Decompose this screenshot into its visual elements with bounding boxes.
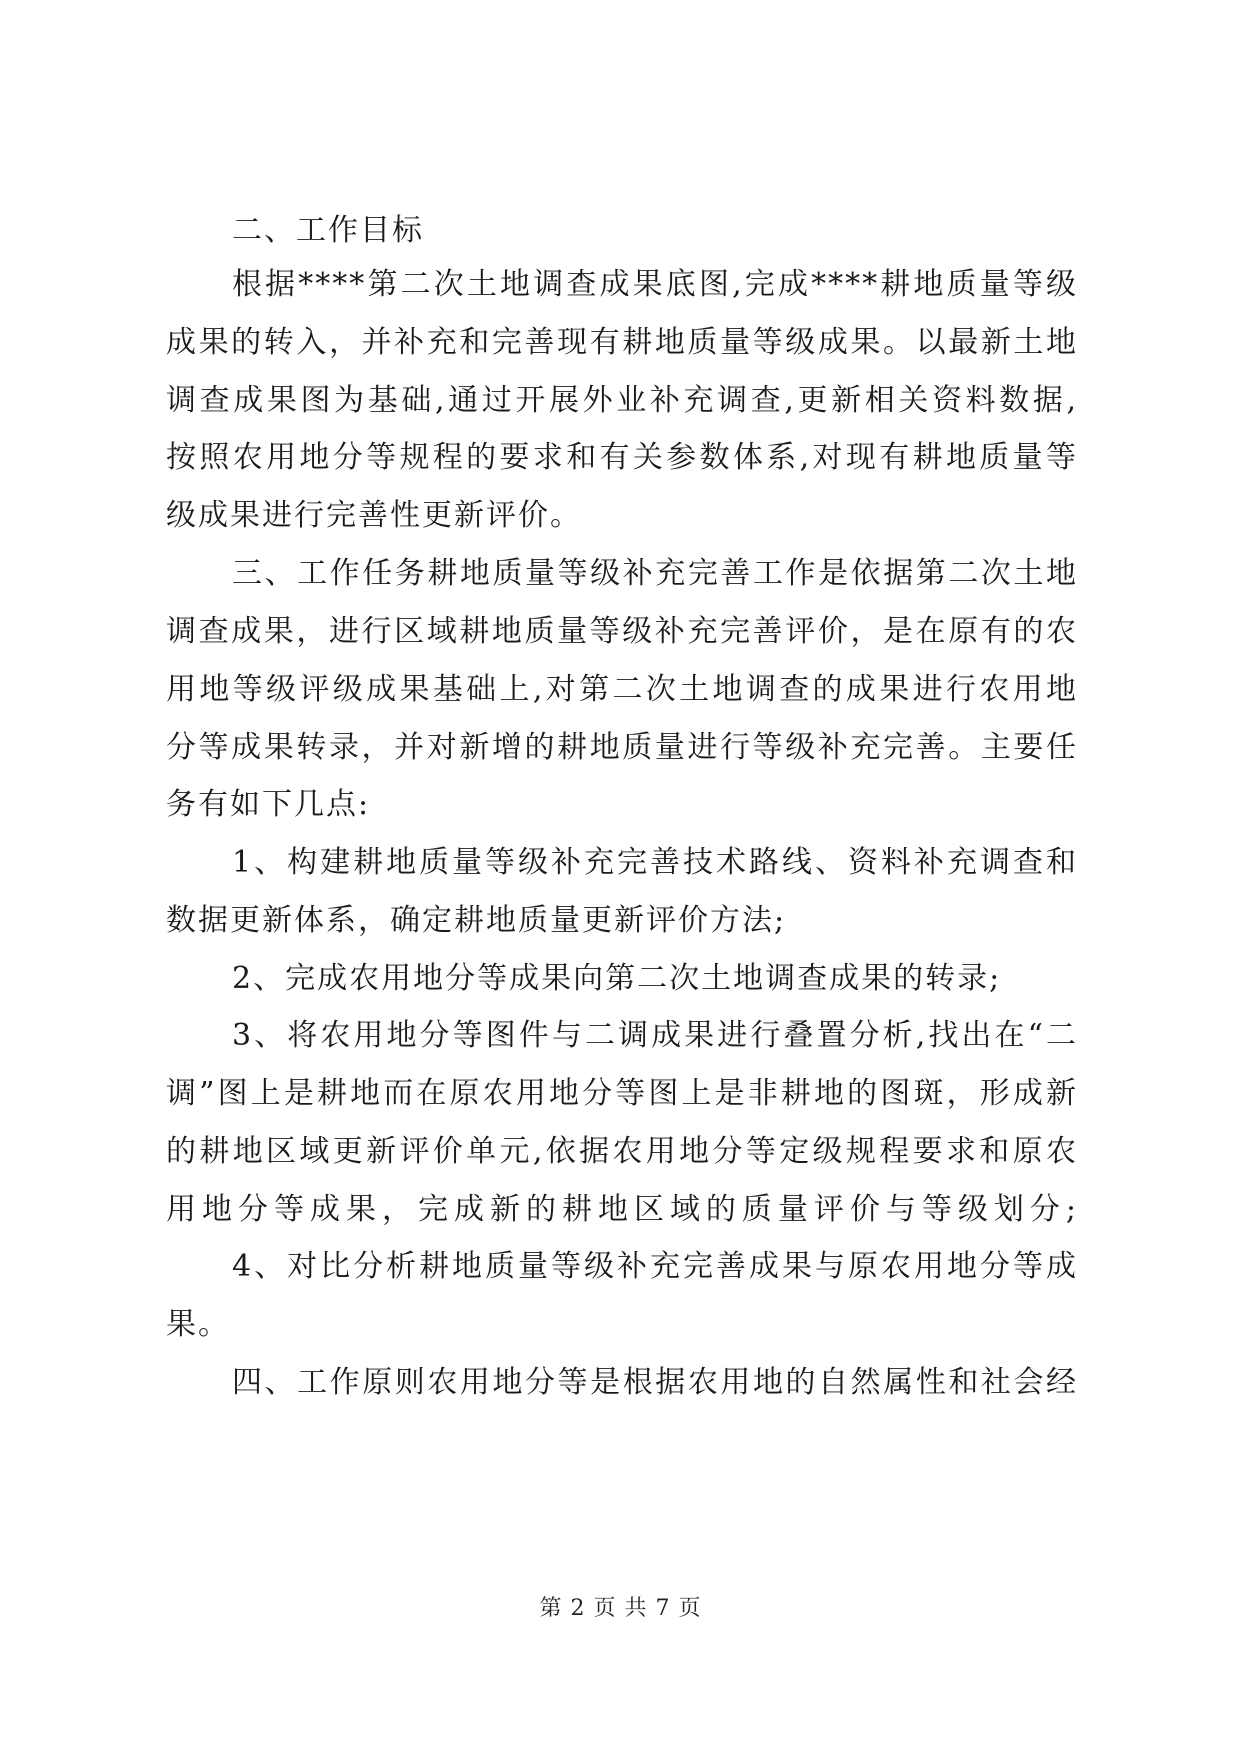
paragraph-line: 根据****第二次土地调查成果底图,完成****耕地质量等级 bbox=[232, 267, 1078, 302]
section-heading-goals: 二、工作目标 bbox=[232, 213, 424, 248]
paragraph-line: 成果的转入，并补充和完善现有耕地质量等级成果。以最新土地 bbox=[166, 325, 1078, 360]
paragraph-line: 的耕地区域更新评价单元,依据农用地分等定级规程要求和原农 bbox=[166, 1134, 1078, 1169]
paragraph-line: 务有如下几点: bbox=[166, 787, 371, 822]
paragraph-line: 数据更新体系，确定耕地质量更新评价方法; bbox=[166, 903, 787, 938]
paragraph-line: 按照农用地分等规程的要求和有关参数体系,对现有耕地质量等 bbox=[166, 440, 1078, 475]
paragraph-line: 调查成果，进行区域耕地质量等级补充完善评价，是在原有的农 bbox=[166, 614, 1078, 649]
section-heading-tasks: 三、工作任务耕地质量等级补充完善工作是依据第二次土地 bbox=[232, 556, 1078, 591]
section-heading-principles: 四、工作原则农用地分等是根据农用地的自然属性和社会经 bbox=[232, 1365, 1078, 1400]
list-item-2: 2、完成农用地分等成果向第二次土地调查成果的转录; bbox=[232, 961, 1002, 996]
list-item-4: 4、对比分析耕地质量等级补充完善成果与原农用地分等成 bbox=[232, 1249, 1078, 1284]
paragraph-line: 级成果进行完善性更新评价。 bbox=[166, 498, 582, 533]
paragraph-line: 用地等级评级成果基础上,对第二次土地调查的成果进行农用地 bbox=[166, 672, 1078, 707]
list-item-1: 1、构建耕地质量等级补充完善技术路线、资料补充调查和 bbox=[232, 845, 1078, 880]
paragraph-line: 用地分等成果，完成新的耕地区域的质量评价与等级划分; bbox=[166, 1192, 1078, 1227]
paragraph-line: 果。 bbox=[166, 1307, 230, 1342]
paragraph-line: 调查成果图为基础,通过开展外业补充调查,更新相关资料数据, bbox=[166, 383, 1078, 418]
list-item-3: 3、将农用地分等图件与二调成果进行叠置分析,找出在“二 bbox=[232, 1018, 1078, 1053]
paragraph-line: 调”图上是耕地而在原农用地分等图上是非耕地的图斑，形成新 bbox=[166, 1076, 1078, 1111]
page-number-footer: 第 2 页 共 7 页 bbox=[539, 1596, 702, 1621]
paragraph-line: 分等成果转录，并对新增的耕地质量进行等级补充完善。主要任 bbox=[166, 730, 1078, 765]
